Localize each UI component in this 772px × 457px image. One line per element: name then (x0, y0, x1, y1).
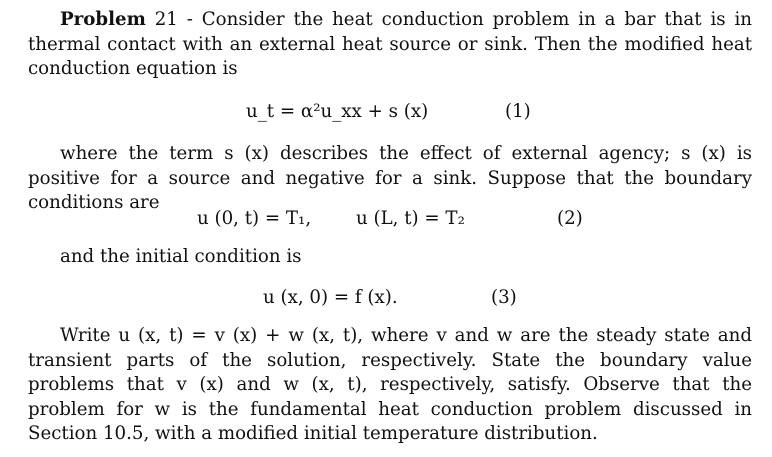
equation-2-right: u (L, t) = T₂ (356, 208, 465, 229)
equation-1-number: (1) (505, 101, 531, 122)
problem-heading: Problem (60, 9, 146, 30)
paragraph-source-sink (28, 142, 752, 216)
paragraph-source-sink-text: where the term s (x) describes the effect of external agency; s (x) is positive for a source and negative for a sink. Suppose that the boundary conditions are (28, 143, 752, 214)
equation-1: u_t = α²u_xx + s (x) (246, 101, 429, 122)
problem-number: 21 (154, 9, 178, 30)
equation-3-number: (3) (491, 287, 517, 308)
paragraph-initial-condition-text: and the initial condition is (60, 246, 302, 267)
paragraph-initial-condition (28, 245, 752, 270)
paragraph-decomposition (28, 324, 752, 447)
equation-3: u (x, 0) = f (x). (263, 287, 398, 308)
paragraph-decomposition-text: Write u (x, t) = v (x) + w (x, t), where v and w are the steady state and transient parts of the solution, respectively. State the boundary value problems that v (x) and w (x, t), respectively, satisfy. Observe that the problem for w is the fundamental heat conduction problem discussed in Section 10.5, with a modified initial temperature distribution. (28, 325, 752, 445)
equation-2-left: u (0, t) = T₁, (197, 208, 312, 229)
problem-intro (28, 8, 752, 82)
problem-intro-text: - Consider the heat conduction problem in a bar that is in thermal contact with an external heat source or sink. Then the modified heat conduction equation is (28, 9, 752, 80)
equation-2-number: (2) (557, 208, 583, 229)
